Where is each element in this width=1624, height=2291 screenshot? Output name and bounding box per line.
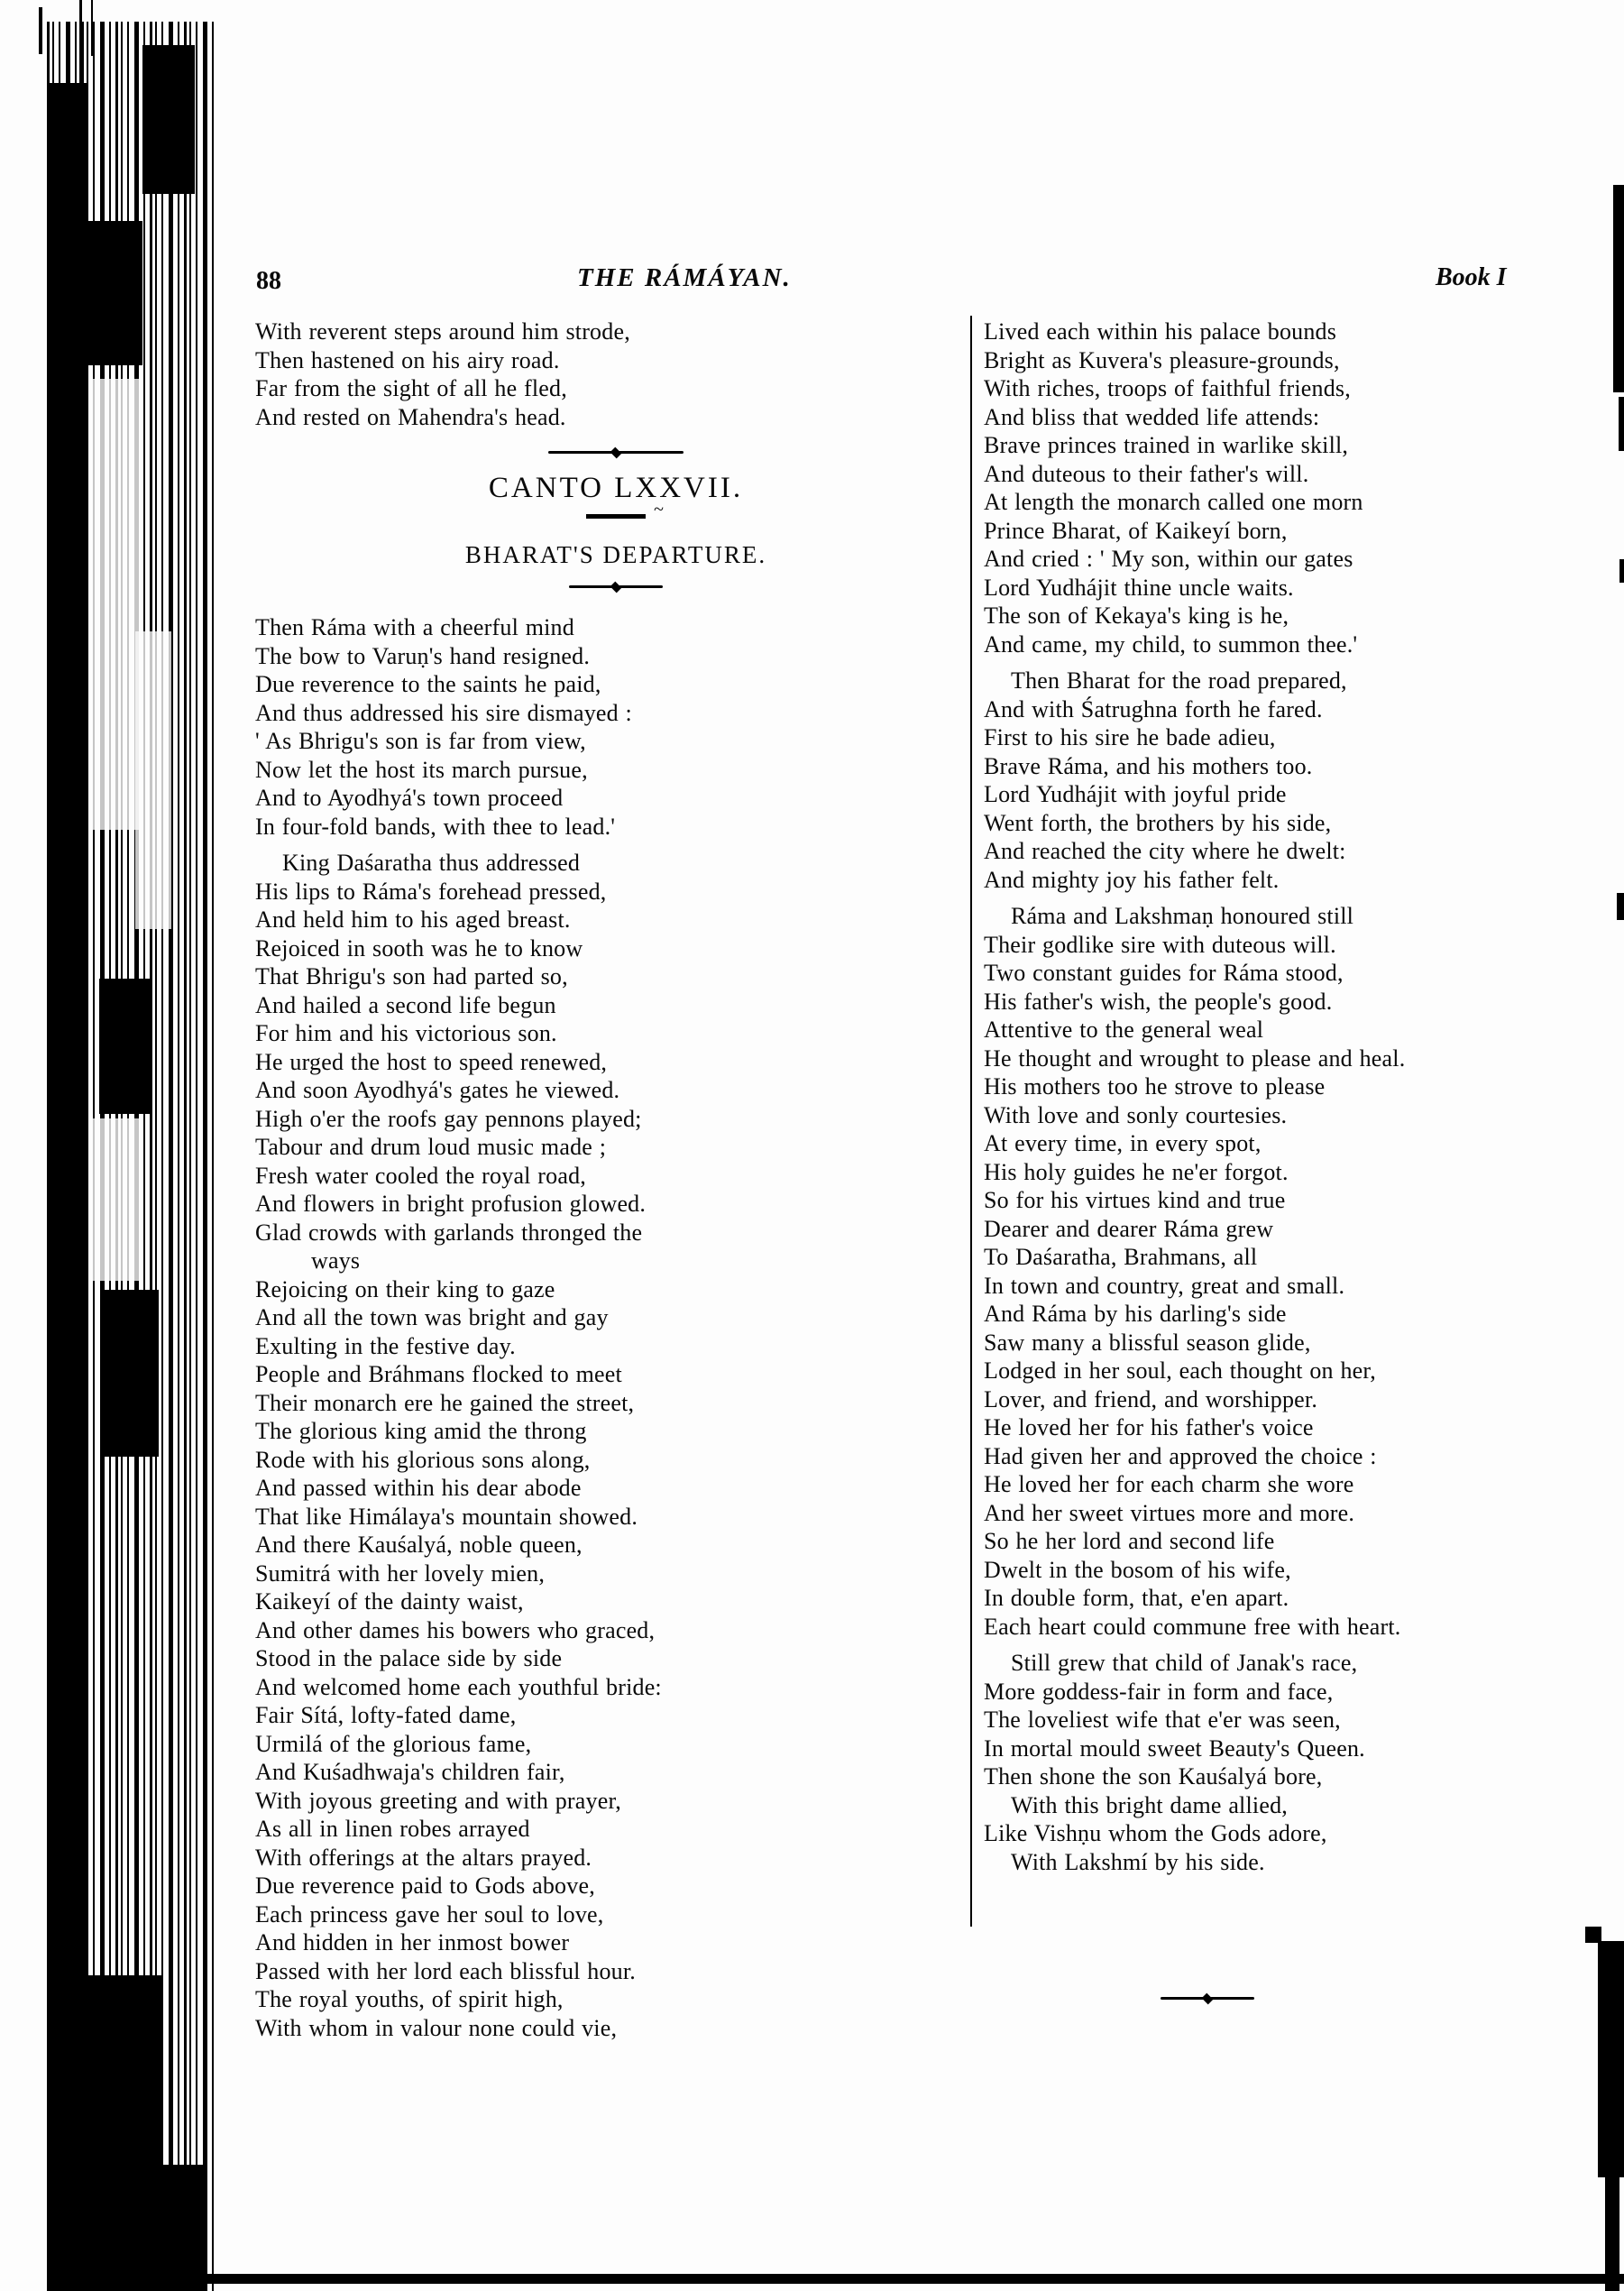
- poem-line: At length the monarch called one morn: [984, 489, 1363, 515]
- scan-artifact-line: [39, 7, 42, 54]
- poem-line: Had given her and approved the choice :: [984, 1442, 1377, 1469]
- poem-line: Then Ráma with a cheerful mind: [255, 614, 574, 640]
- stanza: [255, 613, 977, 2042]
- poem-line: And her sweet virtues more and more.: [984, 1499, 1355, 1526]
- poem-line: Lord Yudhájit thine uncle waits.: [984, 574, 1294, 601]
- poem-line: At every time, in every spot,: [984, 1130, 1262, 1156]
- stanza: [255, 317, 977, 431]
- poem-line: And other dames his bowers who graced,: [255, 1616, 656, 1643]
- poem-line: And hailed a second life begun: [255, 991, 556, 1018]
- rule-bar: [1161, 1997, 1205, 2000]
- poem-line: Brave Ráma, and his mothers too.: [984, 752, 1313, 779]
- poem-line: Fair Sítá, lofty-fated dame,: [255, 1702, 517, 1728]
- poem-line: That like Himálaya's mountain showed.: [255, 1503, 638, 1530]
- ink-squiggle-artifact: ~: [654, 500, 664, 520]
- poem-line: Stood in the palace side by side: [255, 1645, 563, 1671]
- poem-line: In mortal mould sweet Beauty's Queen.: [984, 1734, 1365, 1762]
- poem-line: Passed with her lord each blissful hour.: [255, 1957, 636, 1984]
- poem-line: Fresh water cooled the royal road,: [255, 1162, 587, 1189]
- poem-line: His mothers too he strove to please: [984, 1073, 1326, 1099]
- poem-line: And duteous to their father's will.: [984, 460, 1309, 487]
- poem-line: Saw many a blissful season glide,: [984, 1329, 1311, 1356]
- poem-line: With whom in valour none could vie,: [255, 2014, 618, 2041]
- rule-bar: [1210, 1997, 1254, 2000]
- poem-line: Glad crowds with garlands thronged the: [255, 1219, 643, 1246]
- poem-line: First to his sire he bade adieu,: [984, 724, 1276, 750]
- poem-line: In four-fold bands, with thee to lead.': [255, 813, 616, 840]
- right-column: [984, 317, 1620, 1876]
- poem-line: His holy guides he ne'er forgot.: [984, 1158, 1289, 1185]
- poem-line: Exulting in the festive day.: [255, 1332, 516, 1359]
- poem-line: He loved her for each charm she wore: [984, 1471, 1354, 1497]
- book-label: Book I: [1436, 263, 1507, 291]
- poem-line: Bright as Kuvera's pleasure-grounds,: [984, 346, 1340, 373]
- poem-line: And cried : ' My son, within our gates: [984, 546, 1353, 572]
- poem-line: And hidden in her inmost bower: [255, 1929, 570, 1955]
- poem-line: And welcomed home each youthful bride:: [255, 1673, 662, 1700]
- poem-line: To Daśaratha, Brahmans, all: [984, 1244, 1258, 1270]
- scan-artifact-edge: [1598, 1941, 1624, 2177]
- stanza: [984, 317, 1620, 1876]
- scan-artifact-line: [79, 0, 82, 99]
- poem-line: Attentive to the general weal: [984, 1017, 1264, 1043]
- poem-line: The bow to Varuṇ's hand resigned.: [255, 642, 591, 669]
- poem-line: Two constant guides for Ráma stood,: [984, 960, 1344, 986]
- poem-line: With this bright dame allied,: [1011, 1791, 1288, 1818]
- poem-line: King Daśaratha thus addressed: [282, 850, 581, 876]
- poem-line: Then hastened on his airy road.: [255, 346, 560, 373]
- poem-line: Then Bharat for the road prepared,: [1011, 667, 1347, 694]
- rule-bar: [619, 585, 663, 588]
- scan-artifact-bar: [50, 83, 87, 2291]
- poem-line: With reverent steps around him strode,: [255, 318, 630, 345]
- poem-line: With offerings at the altars prayed.: [255, 1844, 592, 1871]
- canto-heading-block: [255, 447, 977, 592]
- poem-line: ' As Bhrigu's son is far from view,: [255, 728, 586, 754]
- poem-line: And flowers in bright profusion glowed.: [255, 1191, 647, 1217]
- canto-heading: CANTO LXXVII.: [488, 472, 744, 504]
- poem-line: And reached the city where he dwelt:: [984, 838, 1346, 864]
- rule-bar: [569, 585, 613, 588]
- diamond-icon: [610, 446, 622, 458]
- scan-gap: [135, 631, 171, 929]
- poem-line: And soon Ayodhyá's gates he viewed.: [255, 1077, 620, 1103]
- poem-line: And rested on Mahendra's head.: [255, 403, 566, 430]
- poem-line: With joyous greeting and with prayer,: [255, 1787, 621, 1814]
- poem-line: As all in linen robes arrayed: [255, 1816, 530, 1842]
- poem-line: More goddess-fair in form and face,: [984, 1678, 1334, 1705]
- poem-line: Went forth, the brothers by his side,: [984, 809, 1332, 836]
- scan-artifact-blot: [83, 1975, 162, 2291]
- poem-line: Dearer and dearer Ráma grew: [984, 1215, 1274, 1242]
- poem-line: Sumitrá with her lovely mien,: [255, 1560, 546, 1587]
- rule-bar: [619, 451, 684, 454]
- poem-line: And passed within his dear abode: [255, 1475, 582, 1501]
- poem-line: The royal youths, of spirit high,: [255, 1986, 564, 2012]
- poem-line: In double form, that, e'en apart.: [984, 1585, 1289, 1611]
- poem-line: Their godlike sire with duteous will.: [984, 931, 1336, 958]
- rule-bar: [548, 451, 613, 454]
- poem-line: His lips to Ráma's forehead pressed,: [255, 878, 607, 905]
- heading-underline-wrap: [586, 500, 664, 525]
- running-title: THE RÁMÁYAN.: [577, 263, 792, 292]
- diamond-icon: [610, 581, 622, 593]
- poem-line: The loveliest wife that e'er was seen,: [984, 1707, 1341, 1733]
- poem-line: Lover, and friend, and worshipper.: [984, 1385, 1318, 1412]
- poem-line: Dwelt in the bosom of his wife,: [984, 1556, 1291, 1583]
- poem-line: Due reverence to the saints he paid,: [255, 671, 601, 697]
- poem-line: Urmilá of the glorious fame,: [255, 1730, 532, 1757]
- poem-line: Lord Yudhájit with joyful pride: [984, 781, 1287, 807]
- poem-line: Each princess gave her soul to love,: [255, 1900, 604, 1928]
- poem-line: He urged the host to speed renewed,: [255, 1048, 608, 1075]
- poem-line: Tabour and drum loud music made ;: [255, 1134, 607, 1160]
- poem-line: Like Vishṇu whom the Gods adore,: [984, 1820, 1327, 1846]
- scan-artifact-blot: [162, 2165, 203, 2291]
- scan-gap: [92, 1118, 139, 1281]
- poem-line: Brave princes trained in warlike skill,: [984, 432, 1349, 458]
- poem-line: And came, my child, to summon thee.': [984, 630, 1358, 658]
- poem-line: Then shone the son Kauśalyá bore,: [984, 1763, 1323, 1790]
- poem-line: Kaikeyí of the dainty waist,: [255, 1588, 524, 1615]
- poem-line: And to Ayodhyá's town proceed: [255, 785, 564, 811]
- left-column: [255, 317, 977, 2042]
- poem-line: Each heart could commune free with heart.: [984, 1613, 1401, 1640]
- poem-line: And all the town was bright and gay: [255, 1304, 609, 1330]
- poem-line: And held him to his aged breast.: [255, 906, 571, 933]
- poem-line: Still grew that child of Janak's race,: [1011, 1650, 1358, 1676]
- canto-subtitle: BHARAT'S DEPARTURE.: [464, 541, 767, 568]
- heading-underline: [586, 514, 646, 519]
- poem-line: That Bhrigu's son had parted so,: [255, 963, 568, 989]
- poem-line: Lived each within his palace bounds: [984, 318, 1337, 345]
- poem-line: With love and sonly courtesies.: [984, 1101, 1288, 1128]
- poem-line: With riches, troops of faithful friends,: [984, 375, 1351, 401]
- scan-artifact-blot: [142, 45, 195, 194]
- page-number: 88: [256, 267, 281, 295]
- poem-line: Their monarch ere he gained the street,: [255, 1389, 635, 1416]
- subtitle-ornament: [569, 582, 663, 592]
- diamond-icon: [1202, 1992, 1214, 2004]
- poem-line: And there Kauśalyá, noble queen,: [255, 1532, 583, 1558]
- poem-line: Due reverence paid to Gods above,: [255, 1872, 595, 1899]
- scan-artifact-speck: [1585, 1927, 1601, 1943]
- end-ornament: [1161, 1993, 1254, 2003]
- poem-line: And bliss that wedded life attends:: [984, 403, 1320, 430]
- poem-line: The son of Kekaya's king is he,: [984, 603, 1289, 629]
- poem-line: So for his virtues kind and true: [984, 1187, 1286, 1213]
- poem-line: With Lakshmí by his side.: [1011, 1848, 1265, 1875]
- poem-line: Far from the sight of all he fled,: [255, 375, 567, 401]
- poem-line: Now let the host its march pursue,: [255, 756, 588, 783]
- poem-line: He loved her for his father's voice: [984, 1414, 1314, 1440]
- poem-line: ways: [311, 1247, 361, 1274]
- poem-line: Prince Bharat, of Kaikeyí born,: [984, 517, 1288, 544]
- poem-line: And Ráma by his darling's side: [984, 1301, 1287, 1327]
- poem-line: Rode with his glorious sons along,: [255, 1446, 591, 1473]
- scan-bottom-line: [106, 2274, 1624, 2284]
- poem-line: In town and country, great and small.: [984, 1272, 1345, 1299]
- poem-line: High o'er the roofs gay pennons played;: [255, 1105, 642, 1132]
- poem-line: And thus addressed his sire dismayed :: [255, 699, 632, 726]
- poem-line: Ráma and Lakshmaṇ honoured still: [1011, 903, 1354, 929]
- scan-artifact-blot: [87, 221, 142, 365]
- poem-line: His father's wish, the people's good.: [984, 988, 1333, 1015]
- scan-artifact-blot: [105, 1290, 159, 1457]
- poem-line: Lodged in her soul, each thought on her,: [984, 1357, 1376, 1384]
- poem-line: So he her lord and second life: [984, 1528, 1275, 1554]
- poem-line: And mighty joy his father felt.: [984, 866, 1280, 893]
- scan-artifact-blot: [99, 979, 151, 1114]
- poem-line: And with Śatrughna forth he fared.: [984, 695, 1323, 722]
- poem-line: He thought and wrought to please and heal.: [984, 1044, 1406, 1072]
- poem-line: People and Bráhmans flocked to meet: [255, 1361, 622, 1387]
- poem-line: For him and his victorious son.: [255, 1020, 557, 1046]
- poem-line: Rejoicing on their king to gaze: [255, 1275, 555, 1302]
- poem-line: And Kuśadhwaja's children fair,: [255, 1759, 565, 1785]
- poem-line: Rejoiced in sooth was he to know: [255, 934, 583, 961]
- poem-line: The glorious king amid the throng: [255, 1418, 587, 1444]
- scan-artifact-line: [91, 0, 93, 56]
- tapered-rule-ornament: [548, 447, 684, 457]
